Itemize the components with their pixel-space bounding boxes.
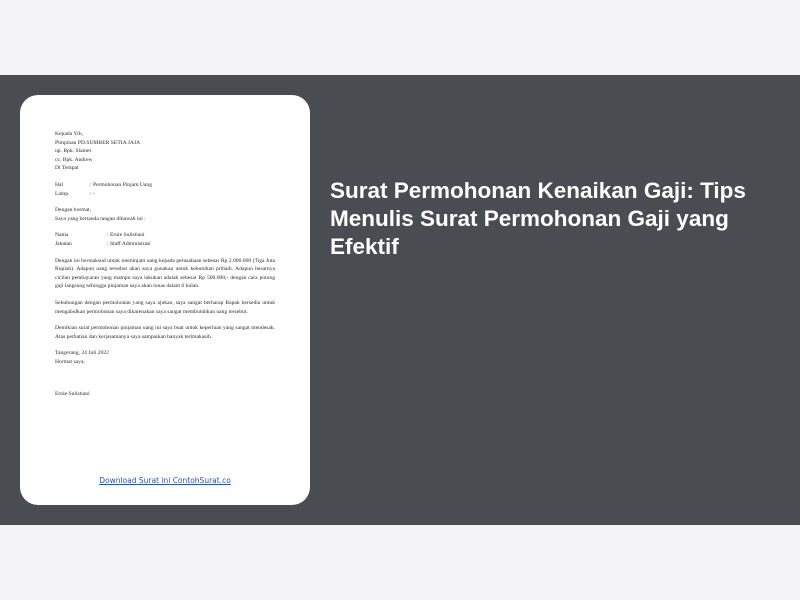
place-date: Tangerang, 24 Juli 2022	[55, 350, 109, 357]
lamp-label: Lamp.	[55, 190, 70, 197]
recipient-line: Kepada Yth,	[55, 131, 84, 137]
recipient-line: Pimpinan PD.SUMBER SETIA JAJA	[55, 139, 141, 146]
nama-value: : Ernie Sulistiani	[107, 232, 145, 239]
jabatan-label: Jabatan	[55, 240, 72, 247]
letter-body	[55, 130, 275, 399]
signer-name: Ernie Sulistiani	[55, 391, 90, 398]
hal-row	[55, 181, 275, 190]
letter-paragraph: Sehubungan dengan permohonan yang saya ajukan, saya sangat berharap Bapak bersedia untuk mengabulkan permohonan saya dikarenakan saya sangat membutuhkan uang tersebut.	[55, 299, 275, 315]
lamp-value: : -	[90, 190, 95, 197]
hero-band	[0, 75, 800, 525]
download-letter-link[interactable]: Download Surat ini ContohSurat.co	[99, 476, 231, 485]
nama-row	[55, 231, 275, 240]
lamp-row	[55, 190, 275, 199]
letter-paragraph: Demikian surat permohonan pinjaman uang ini saya buat untuk keperluan yang sangat mendesak. Atas perhatian dan kerjasamanya saya sampaikan banyak terimakasih.	[55, 325, 275, 340]
recipient-line: cc. Bpk. Andrew	[55, 156, 93, 163]
letter-preview-card	[20, 95, 310, 505]
hal-label: Hal	[55, 181, 64, 188]
recipient-line: Di Tempat	[55, 165, 79, 172]
jabatan-row	[55, 240, 275, 249]
recipient-line: up. Bpk. Slamet	[55, 148, 92, 155]
page-title: Surat Permohonan Kenaikan Gaji: Tips Menulis Surat Permohonan Gaji yang Efektif	[330, 178, 746, 259]
jabatan-value: : Staff Administrasi	[107, 240, 151, 247]
greeting: Dengan hormat,	[55, 207, 92, 214]
hal-value: : Permohonan Pinjam Uang	[90, 181, 152, 188]
letter-paragraph: Dengan ini bermaksud untuk meminjam uang kepada perusahaan sebesar Rp 3.000.000 (Tiga Juta Rupiah). Adapun uang tersebut akan saya gunakan untuk kebutuhan pribadi. Adapun besarnya cicilan pembayaran yang mampu saya lakukan adalah sebesar Rp 500.000,- dengan cara potong gaji langsung sehingga pinjaman saya akan lunas dalam 6 bulan.	[55, 257, 275, 290]
intro: Saya yang bertanda tangan dibawah ini :	[55, 215, 146, 222]
closing: Hormat saya,	[55, 358, 85, 365]
nama-label: Nama	[55, 232, 69, 239]
